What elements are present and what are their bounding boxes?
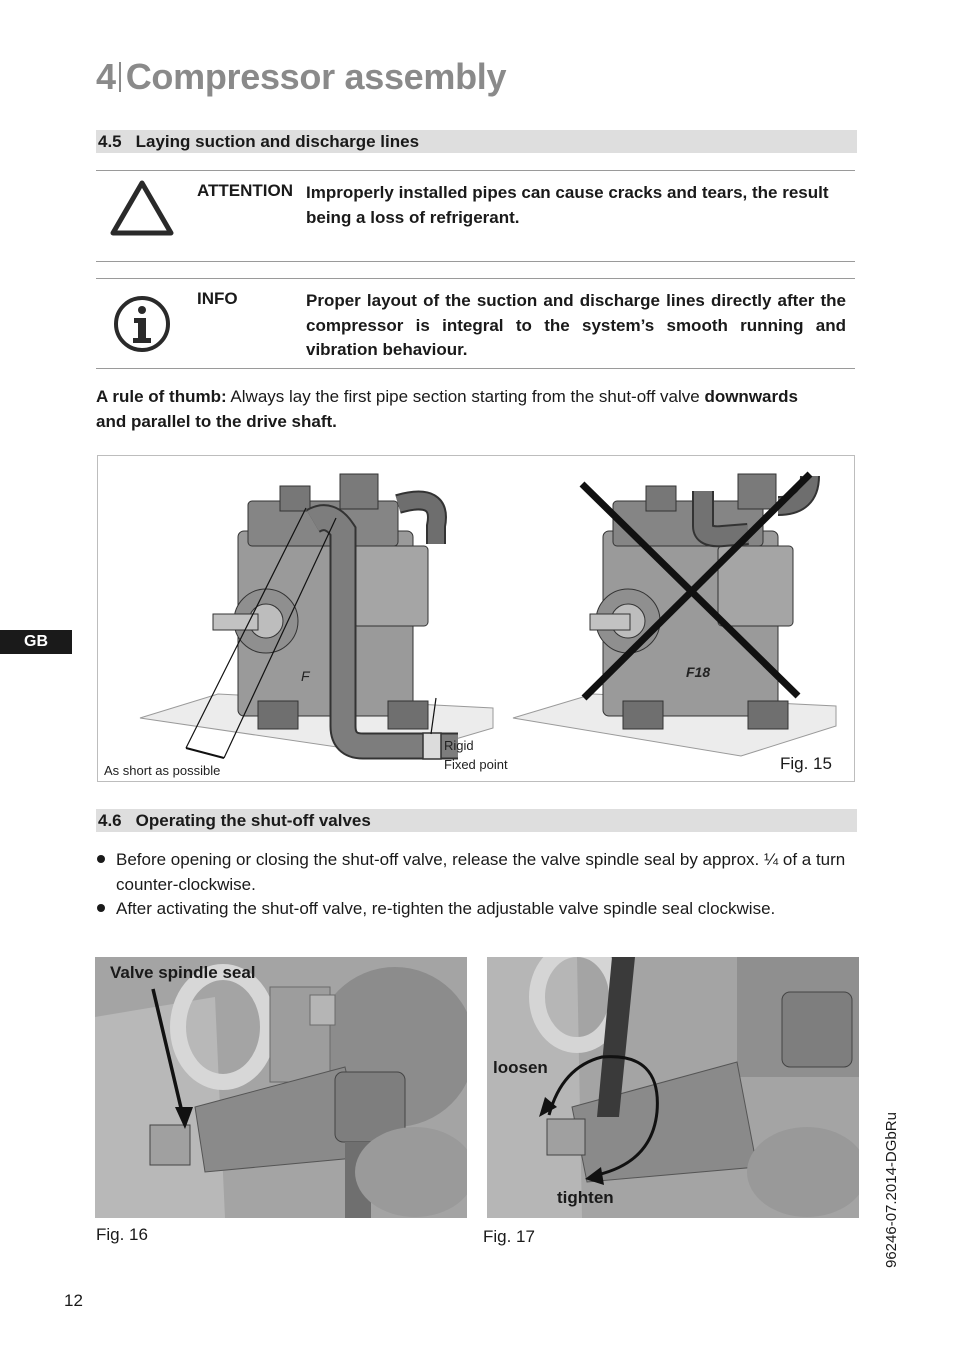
rule-of-thumb	[96, 385, 856, 434]
figure-caption: Fig. 17	[483, 1227, 535, 1246]
section-title: Laying suction and discharge lines	[135, 132, 420, 151]
label-tighten: tighten	[557, 1188, 614, 1207]
section-number: 4.6	[98, 811, 122, 830]
rule-emphasis: and parallel to the drive shaft.	[96, 411, 337, 431]
compressor-badge-right: F18	[686, 664, 711, 680]
figure-15	[97, 455, 855, 782]
chapter-number: 4	[96, 56, 116, 97]
chapter-separator	[119, 62, 121, 92]
label-valve-spindle-seal: Valve spindle seal	[110, 963, 256, 982]
attention-line: being a loss of refrigerant.	[306, 207, 520, 227]
attention-text	[306, 181, 851, 230]
divider	[96, 368, 855, 369]
rule-emphasis: downwards	[704, 387, 798, 406]
section-heading-4-5	[96, 130, 857, 153]
document-code: 96246-07.2014-DGbRu	[883, 1112, 900, 1268]
bullet-line: counter-clockwise.	[116, 874, 256, 894]
info-circle-icon	[113, 295, 171, 358]
label-rigid: Rigid	[444, 738, 474, 753]
info-label: INFO	[197, 289, 238, 308]
divider	[96, 261, 855, 262]
warning-triangle-icon	[110, 180, 174, 241]
divider	[96, 278, 855, 279]
section-heading-4-6	[96, 809, 857, 832]
compressor-badge-left: F	[301, 668, 310, 684]
page-number: 12	[64, 1291, 83, 1310]
label-loosen: loosen	[493, 1058, 548, 1077]
chapter-heading	[96, 56, 506, 98]
bullet-item-1	[116, 848, 856, 897]
label-fixed-point: Fixed point	[444, 757, 508, 772]
bullet-item-2: After activating the shut-off valve, re-tighten the adjustable valve spindle seal clockwise.	[116, 899, 776, 918]
compressor-right	[590, 474, 793, 729]
rule-text: Always lay the first pipe section starting from the shut-off valve	[226, 387, 705, 406]
figure-caption: Fig. 16	[96, 1225, 148, 1244]
attention-line: Improperly installed pipes can cause cracks and tears, the result	[306, 183, 829, 202]
figure-caption: Fig. 15	[780, 754, 832, 773]
figure-17-photo	[487, 957, 859, 1218]
bullet-dot	[97, 855, 105, 863]
chapter-title: Compressor assembly	[125, 56, 507, 97]
rule-lead: A rule of thumb:	[96, 387, 227, 406]
label-short-as-possible: As short as possible	[104, 763, 221, 778]
language-tab: GB	[0, 630, 72, 654]
figure-16-photo	[95, 957, 467, 1218]
info-text: Proper layout of the suction and discharge lines directly after the compressor is integral to the system’s smooth running and vibration behaviour.	[306, 291, 846, 359]
bullet-line: Before opening or closing the shut-off valve, release the valve spindle seal by approx. ¼ of a turn	[116, 850, 846, 869]
bullet-dot	[97, 904, 105, 912]
attention-label: ATTENTION	[197, 181, 294, 200]
section-number: 4.5	[98, 132, 122, 151]
section-title: Operating the shut-off valves	[135, 811, 371, 830]
figure-15-illustration	[98, 456, 853, 780]
divider	[96, 170, 855, 171]
